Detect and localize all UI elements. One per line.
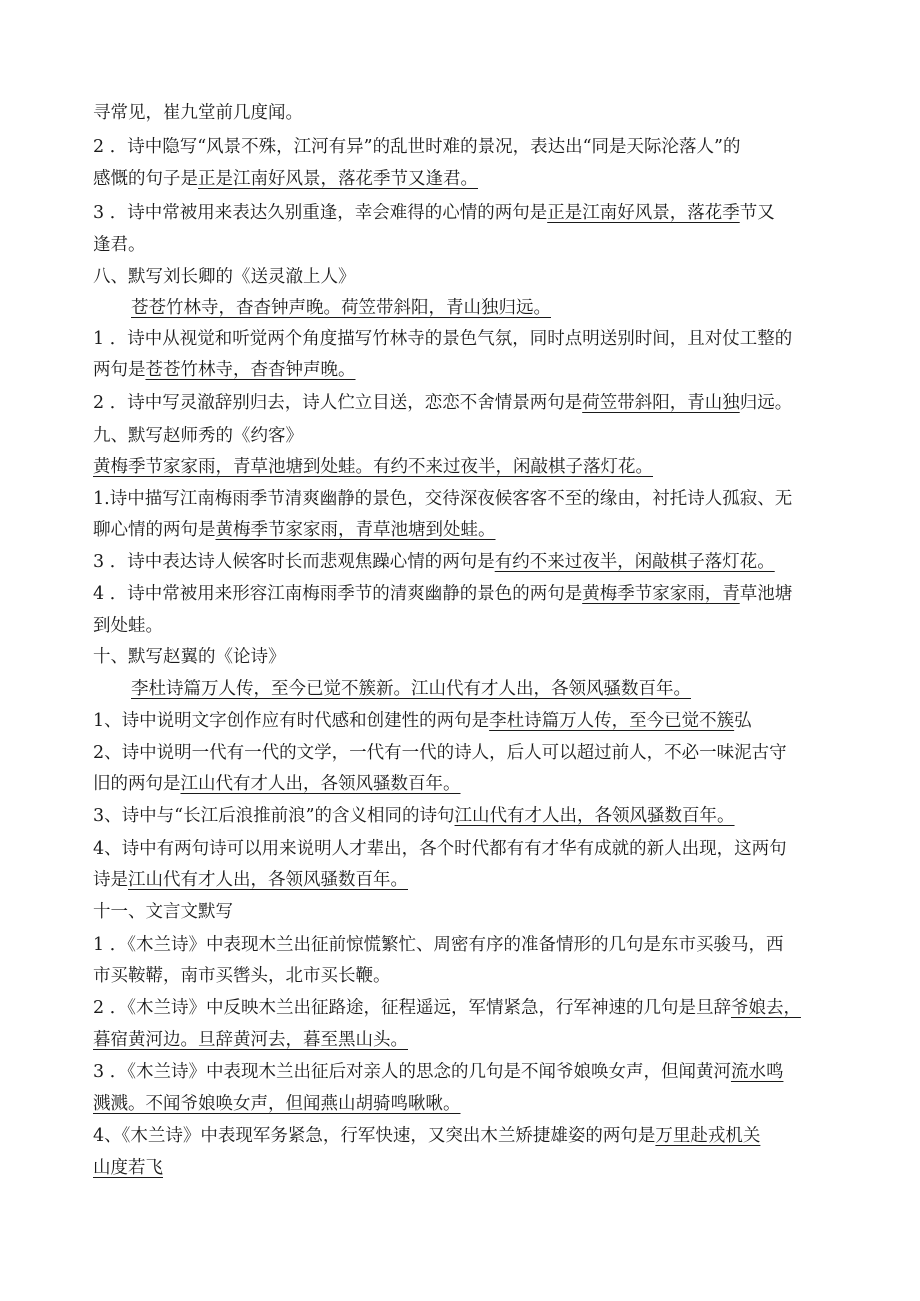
line-text: 九、默写赵师秀的《约客》 [93,426,303,446]
line-text: 1、诗中说明文字创作应有时代感和创建性的两句是 [93,711,490,731]
answer-line [93,1028,408,1052]
poem-text [131,296,551,320]
line-text: 市买鞍鞯，南市买辔头，北市买长鞭。 [93,966,391,986]
underlined-answer: 江山代有才人出，各领风骚数百年。 [128,870,408,890]
question-line [93,582,792,606]
question-line [93,327,792,351]
line-text: 2、诗中说明一代有一代的文学，一代有一代的诗人，后人可以超过前人，不必一味泥古守 [93,743,787,763]
question-line [93,709,752,733]
text-line [93,233,146,257]
line-text: 两句是 [93,360,146,380]
line-text: 3 ．《木兰诗》中表现木兰出征后对亲人的思念的几句是不闻爷娘唤女声，但闻黄河 [93,1062,731,1082]
line-text: 2 ．《木兰诗》中反映木兰出征路途，征程遥远，军情紧急，行军神速的几句是旦辞 [93,998,731,1018]
line-text: 4、《木兰诗》中表现军务紧急，行军快速，又突出木兰矫捷雄姿的两句是 [93,1126,656,1146]
poem-text [131,677,691,701]
line-text: 到处蛙。 [93,616,163,636]
line-text: 八、默写刘长卿的《送灵澈上人》 [93,267,356,287]
line-text: 3 ．诗中表达诗人候客时长而悲观焦躁心情的两句是 [93,552,495,572]
question-line [93,996,801,1020]
answer-line [93,518,496,542]
text-line [93,101,303,125]
question-line [93,804,735,828]
underlined-answer: 万里赴戎机关 [655,1126,761,1146]
text-line [93,964,391,988]
question-line [93,135,740,159]
question-line [93,391,792,415]
line-text: 旧的两句是 [93,774,181,794]
section-heading [93,645,286,669]
line-text: 寻常见，崔九堂前几度闻。 [93,103,303,123]
underlined-answer: 有约不来过夜半，闲敲棋子落灯花。 [494,552,775,572]
question-line [93,933,783,957]
question-line [93,741,787,765]
line-text: 1.诗中描写江南梅雨季节清爽幽静的景色，交待深夜候客客不至的缘由，衬托诗人孤寂、无 [93,489,793,509]
underlined-answer: 苍苍竹林寺，杳杳钟声晚。荷笠带斜阳，青山独归远。 [131,298,551,318]
line-text: 3、诗中与“长江后浪推前浪”的含义相同的诗句 [93,806,455,826]
underlined-answer: 流水鸣 [730,1062,784,1082]
underlined-answer: 正是江南好风景，落花季节又逢君。 [198,169,478,189]
underlined-answer: 正是江南好风景，落花季 [547,203,740,223]
poem-text [93,455,653,479]
answer-line [93,1156,163,1180]
underlined-answer: 黄梅季节家家雨，青 [582,584,740,604]
underlined-answer: 苍苍竹林寺，杳杳钟声晚。 [145,360,356,380]
line-text: 十、默写赵翼的《论诗》 [93,647,286,667]
answer-line [93,1092,461,1116]
underlined-answer: 江山代有才人出，各领风骚数百年。 [180,774,461,794]
line-text: 2 ．诗中隐写“风景不殊，江河有异”的乱世时难的景况，表达出“同是天际沦落人”的 [93,137,741,157]
question-line [93,1060,783,1084]
line-text: 诗是 [93,870,128,890]
underlined-answer: 暮宿黄河边。旦辞黄河去，暮至黑山头。 [93,1030,408,1050]
question-line [93,1124,760,1148]
underlined-answer: 荷笠带斜阳，青山独 [582,393,740,413]
underlined-answer: 江山代有才人出，各领风骚数百年。 [454,806,735,826]
section-heading [93,424,303,448]
line-text: 4、诗中有两句诗可以用来说明人才辈出，各个时代都有有才华有成就的新人出现，这两句 [93,839,787,859]
underlined-answer: 山度若飞 [93,1158,163,1178]
text-line [93,614,163,638]
line-text: 归远。 [739,393,793,413]
question-line [93,201,775,225]
underlined-answer: 李杜诗篇万人传，至今已觉不簇 [489,711,735,731]
underlined-answer: 李杜诗篇万人传，至今已觉不簇新。江山代有才人出，各领风骚数百年。 [131,679,691,699]
line-text: 弘 [734,711,752,731]
underlined-answer: 爷娘去， [730,998,801,1018]
line-text: 节又 [739,203,775,223]
line-text: 十一、文言文默写 [93,902,233,922]
question-line [93,837,787,861]
line-text: 1 ．诗中从视觉和听觉两个角度描写竹林寺的景色气氛，同时点明送别时间，且对仗工整的 [93,329,793,349]
line-text: 1 ．《木兰诗》中表现木兰出征前惊慌繁忙、周密有序的准备情形的几句是东市买骏马，西 [93,935,784,955]
line-text: 逢君。 [93,235,146,255]
section-heading [93,900,233,924]
line-text: 3 ．诗中常被用来表达久别重逢，幸会难得的心情的两句是 [93,203,548,223]
answer-line [93,868,408,892]
line-text: 4 ．诗中常被用来形容江南梅雨季节的清爽幽静的景色的两句是 [93,584,583,604]
answer-line [93,772,461,796]
underlined-answer: 溅溅。不闻爷娘唤女声，但闻燕山胡骑鸣啾啾。 [93,1094,461,1114]
underlined-answer: 黄梅季节家家雨，青草池塘到处蛙。有约不来过夜半，闲敲棋子落灯花。 [93,457,653,477]
answer-line [93,167,478,191]
line-text: 感慨的句子是 [93,169,198,189]
question-line [93,487,792,511]
question-line [93,550,775,574]
underlined-answer: 黄梅季节家家雨，青草池塘到处蛙。 [215,520,496,540]
section-heading [93,265,356,289]
line-text: 聊心情的两句是 [93,520,216,540]
line-text: 2 ．诗中写灵澈辞别归去，诗人伫立目送，恋恋不舍情景两句是 [93,393,583,413]
answer-line [93,358,356,382]
line-text: 草池塘 [739,584,793,604]
